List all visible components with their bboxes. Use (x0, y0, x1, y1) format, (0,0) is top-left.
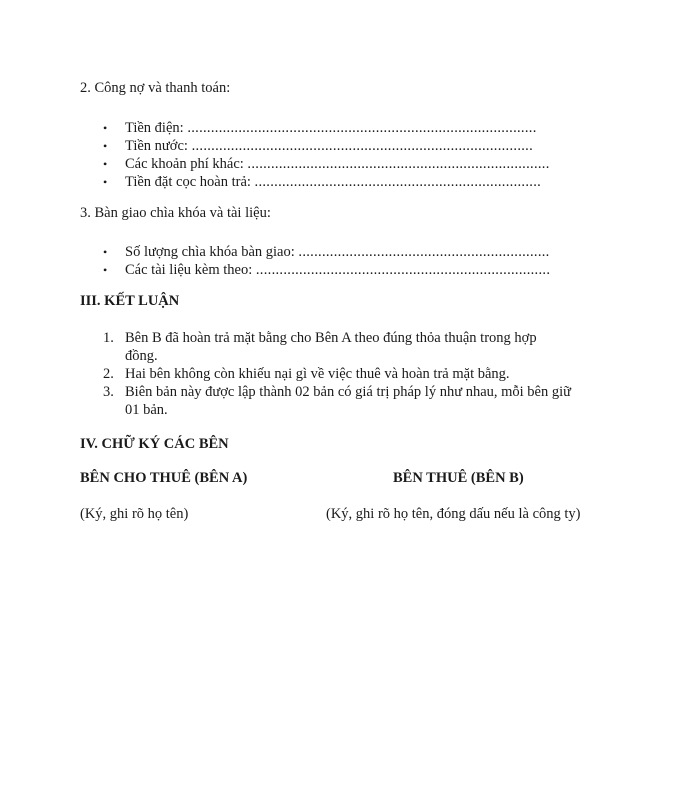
item-text-line-2: 01 bản. (125, 402, 168, 418)
fill-in-dots: ........................................................................... (255, 262, 551, 278)
item-label: Tiền nước: (125, 138, 188, 154)
section-3-heading: 3. Bàn giao chìa khóa và tài liệu: (80, 205, 271, 221)
list-item-deposit-refund (103, 173, 541, 191)
section-2-heading: 2. Công nợ và thanh toán: (80, 80, 231, 96)
list-item-key-count (103, 243, 550, 261)
item-label: Tiền đặt cọc hoàn trả: (125, 174, 251, 190)
item-label: Các khoản phí khác: (125, 156, 244, 172)
bullet-icon: • (103, 263, 108, 277)
conclusion-item-2 (103, 365, 510, 383)
bullet-icon: • (103, 175, 108, 189)
item-number: 1. (103, 330, 114, 346)
bullet-icon: • (103, 245, 108, 259)
fill-in-dots: ......................................................................... (254, 174, 542, 190)
fill-in-dots: ............................................................................. (247, 156, 550, 172)
list-item-attached-documents (103, 261, 550, 279)
bullet-icon: • (103, 139, 108, 153)
item-text-line-1: Hai bên không còn khiếu nại gì về việc thuê và hoàn trả mặt bằng. (125, 366, 510, 382)
party-b-title: BÊN THUÊ (BÊN B) (393, 470, 524, 486)
item-number: 3. (103, 384, 114, 400)
bullet-icon: • (103, 121, 108, 135)
bullet-icon: • (103, 157, 108, 171)
fill-in-dots: ................................................................ (298, 244, 550, 260)
item-number: 2. (103, 366, 114, 382)
conclusion-heading: III. KẾT LUẬN (80, 293, 180, 309)
item-label: Tiền điện: (125, 120, 184, 136)
conclusion-item-3 (103, 383, 571, 401)
fill-in-dots: ......................................................................................... (187, 120, 537, 136)
item-text-line-2: đồng. (125, 348, 158, 364)
item-text-line-1: Bên B đã hoàn trả mặt bằng cho Bên A theo đúng thỏa thuận trong hợp (125, 330, 537, 346)
list-item-other-fees (103, 155, 550, 173)
list-item-water (103, 137, 533, 155)
conclusion-item-1 (103, 329, 537, 347)
item-text-line-1: Biên bản này được lập thành 02 bản có giá trị pháp lý như nhau, mỗi bên giữ (125, 384, 572, 400)
fill-in-dots: ....................................................................................... (191, 138, 534, 154)
signatures-heading: IV. CHỮ KÝ CÁC BÊN (80, 436, 229, 452)
party-a-signature-note: (Ký, ghi rõ họ tên) (80, 506, 189, 522)
party-a-title: BÊN CHO THUÊ (BÊN A) (80, 470, 248, 486)
item-label: Các tài liệu kèm theo: (125, 262, 253, 278)
list-item-electricity (103, 119, 537, 137)
item-label: Số lượng chìa khóa bàn giao: (125, 244, 295, 260)
party-b-signature-note: (Ký, ghi rõ họ tên, đóng dấu nếu là công ty) (326, 506, 581, 522)
